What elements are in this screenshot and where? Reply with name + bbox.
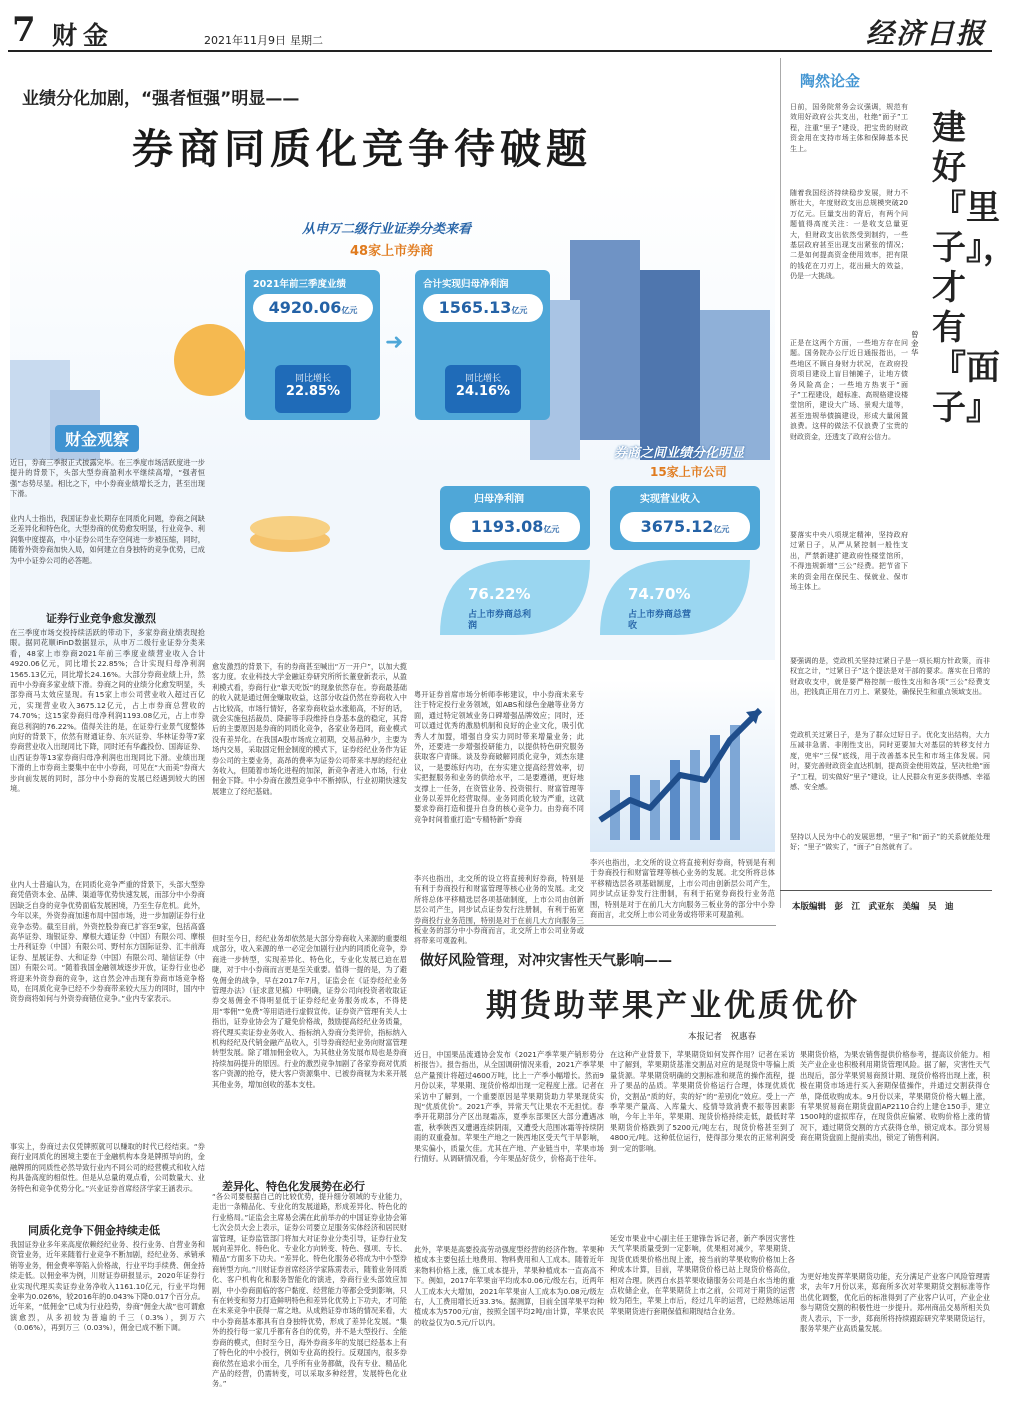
commentary-author: 曾金华	[911, 330, 919, 357]
commentary-p3: 正是在这两个方面，一些地方存在问题。国务院办公厅近日通报指出，一些地区不顾自身财力状况，在政府投资项目建设上盲目铺摊子，让地方债务风险高企；一些地方热衷于“面子”工程建设，超标准、高规格建设楼堂馆所，建设大广场、景观大道等，甚至违规举债搞建设，形成大量闲置浪费。这样的做法不仅浪费了宝贵的财政资金，还透支了政府公信力。	[790, 339, 908, 441]
net-profit-card	[440, 486, 590, 550]
share2-pct: 74.70%	[628, 585, 691, 603]
stock-chart-graphic	[590, 680, 775, 852]
article1-col2a: 愈发激烈的背景下，有的券商甚至喊出“万一开户”，以加大揽客力度。农业科技大学金融证券研究所所长董登新表示，从盈利模式看，券商行业“靠天吃饭”的现象依然存在。券商最基础的收入就是通过佣金赚取收益，这部分收益仍然在券商收入中占比较高，市场行情好，各家券商收益水涨船高，不好的话，就会实施包括裁员、降薪等手段维持自身基本盘的稳定，其背后的主要原因是券商的同质化竞争，各家业务趋同，商业模式没有差异化。在我国A股市场成立初期，交易品种少，主要为场内交易，采取固定佣金制度的模式下，证券经纪业务作为证券公司的主要业务，高昂的费率为证券公司带来丰厚的经纪业务收入，但随着市场化进程的加深，新竞争者进入市场，行业佣金下降。中小券商在激烈竞争中不断掉队，行业初期快速发展建立了经纪基础。	[212, 662, 407, 796]
page-header	[8, 10, 992, 48]
profit-growth-badge	[445, 365, 521, 413]
article1-col3a: 粤开证券首席市场分析师李彬建议，中小券商未来专注于特定投行业务领域，如ABS和绿色金融等业务方面，通过特定领域业务口碑增强品牌效应；同时，还可以通过优秀的激励机制和良好的企业文化，吸引优秀人才加盟，增强自身实力同时带来增量业务；此外，还要进一步增强投研能力，以提供特色研究服务获取客户青睐。谈及券商破解同质化竞争，刘杰东建议，一是要练好内功，在夯实建立提高经营效率，切实把握服务和业务的供给水平，二是要遵循，更好地支撑上一任务，在资管业务、投资银行、财富管理等业务以差异化经营取得。业务同质化较为严重，这就要求券商打造和提升自身的核心竞争力。由券商不同竞争时间着重打造“专精特新”券商	[414, 690, 584, 824]
editor-rule	[780, 890, 992, 891]
section-divider	[414, 925, 776, 926]
article1-col1b: 在三季度市场交投持续活跃的带动下，多家券商业绩表现抢眼。据同花顺iFinD数据显示，从申万二级行业证券分类来看，48家上市券商2021年前三季度业绩营业收入合计4920.06亿元，同比增长22.85%；合计实现归母净利润1565.13亿元，同比增长24.16%。大部分券商业绩上升，然而中小券商多家业绩下滑。券商之间的业绩分化愈发明显，头部券商马太效应显现。有15家上市公司营业收入超过百亿元，实现营业收入3675.12亿元，占上市券商总营收的74.70%；这15家券商归母净利润1193.08亿元，占上市券商总利润的76.22%。值得关注的是，在证券行业景气度整体向好的背景下，依然有财通证券、东兴证券、华林证券等7家券商营业收入出现同比下降，同时还有华鑫投份、国海证券、山西证券等13家券商归母净利润也出现同比下滑。业绩出现下滑的上市券商主要集中在中小券商，可见在“大而美”券商大步向前发展的同时，部分中小券商的发展已经遇到较大的困境。	[10, 628, 205, 794]
subhead-2: 同质化竞争下佣金持续走低	[28, 1224, 160, 1237]
mid-title: 券商之间业绩分化明显	[614, 446, 745, 461]
commentary-column-label: 陶然论金	[800, 72, 861, 90]
article1-col2c: “各公司要根据自己的比较优势，提升细分领域的专业能力，走出一条精品化、专业化的发展道路，形成差异化、特色化的行业格局。”证监会主席易会满在此前举办的中国证券业协会第七次会员大会上表示，证券公司要立足服务实体经济和居民财富管理，证券监管部门将加大对证券业分类引导，证券行业发展向差异化、特色化、专业化方向转变、特色、强项、专长、精品“方面多下功夫。“差异化、特色化服务必将成为中小型券商转型方向。”川财证券首席经济学家陈雳表示，随着业务同质化、客户机构化和服务智能化的演进，券商行业头部效应加剧，中小券商面临的客户黏度、经营能力等都会受到影响，只有在转变和努力打造鲜明特色和差异化优势上下功夫，才可能在未来竞争中获得一席之地。从成熟证券市场的情况来看，大中小券商基本都具有自身独特优势，形成了差异化发展。“集外的投行每一家几乎都有各自的优势，并不是大型投行、全能券商的模式，但时至今日，海外券商多年的发展已经基本上有了特色化的中小投行，例如专业高的投行。反观国内，很多券商依然在追求小而全，几乎所有业务都做，没有专业、精品化产品的经营，仍需转变，可以采取多种经营，发展特色化业务。”	[212, 1192, 407, 1389]
revenue15-label: 实现营业收入	[640, 494, 700, 505]
net-profit-pill	[450, 512, 580, 542]
article2-kicker: 做好风险管理，对冲灾害性天气影响——	[420, 953, 672, 969]
revenue-value: 4920.06	[268, 298, 342, 317]
article1-col3b: 李兴也指出，北交所的设立将直接利好券商，特别是有利于券商投行和财富管理等核心业务的发展。北交所将总体平移精选层各项基础制度，上市公司由创新层公司产生，同步试点证券发行注册制，有利于拓宽券商投行业务范围，特别是对于在前几大方向服务三板业务的部分中小券商而言，北交所上市公司业务或将带来可观盈利。	[414, 874, 584, 946]
revenue-growth-label: 同比增长	[294, 374, 331, 384]
revenue-growth: 22.85%	[285, 384, 341, 399]
revenue-value-pill	[253, 294, 373, 322]
article1-intro2: 业内人士指出，我国证券业长期存在同质化问题，券商之间缺乏差异化和特色化，大型券商的优势愈发明显，行业竞争、利润集中度提高，中小证券公司生存空间进一步被压缩，同时，随着外资券商加快入局，如何建立自身独特的竞争优势，已成为中小证券公司的必答题。	[10, 514, 205, 565]
share1-pct: 76.22%	[468, 585, 531, 603]
subhead-3: 差异化、特色化发展势在必行	[222, 1176, 365, 1196]
article2-p4: 延安市果业中心副主任王建锋告诉记者，新产季因灾害性天气苹果质量受到一定影响，优果相对减少，苹果期货、现货优质果价格出现上涨，接当前的苹果收购价格加上各种成本计算，目前，苹果期货价格已站上现货价格高位，相对合理。陕西白水县苹果收储服务公司是白水当地的重点收储企业，在苹果期货上市之前，公司对于期货的运营较为陌生，苹果上市后，经过几年的运营，已经熟练运用苹果期货进行套期保值和期现结合业务。	[610, 1234, 795, 1316]
mid-count: 15家上市公司	[650, 465, 727, 479]
revenue15-pill	[620, 512, 750, 542]
top-count: 48家上市券商	[350, 244, 434, 259]
profit-value: 1565.13	[438, 298, 512, 317]
commentary-title: 建好『里子』，才有『面子』	[932, 108, 1017, 428]
profit-label: 合计实现归母净利润	[423, 279, 509, 290]
revenue15-card	[610, 486, 760, 550]
commentary-p6: 党政机关过紧日子，是为了群众过好日子。优化支出结构，大力压减非急需、非刚性支出，同时更要加大对基层的转移支付力度，兜牢“三保”底线，用于改善基本民生和市场主体发展。同时，要完善财政资金直达机制，提高资金使用效益，坚决杜绝“面子”工程，切实做好“里子”建设，让人民群众有更多获得感、幸福感、安全感。	[790, 731, 990, 792]
revenue-label: 2021年前三季度业绩	[253, 279, 346, 290]
profit-value-pill	[423, 294, 543, 322]
article1-title: 券商同质化竞争待破题	[132, 125, 592, 173]
page-editor: 本版编辑 彭 江 武亚东 美编 吴 迪	[792, 902, 954, 912]
article2-p1: 近日，中国果品流通协会发布《2021产季苹果产销形势分析报告》。报告指出，从全国调研情况来看，2021产季苹果总产量预计将超过4600万吨，比上一产季小幅增长。然而9月份以来，苹果期、现货价格却出现一定程度上涨。记者在采访中了解到，一个重要原因是苹果期货助力苹果现货实现“优质优价”。2021产季，异常天气让果农不无担忧。春季开花期部分产区出现霜冻，夏季东部果区大部分遭遇冰雹，秋季陕西又遭遇连续阴雨，又遭受大范围冰霜等持续阴雨的双重叠加。苹果生产地之一陕西地区受天气干旱影响，果实偏小，质量欠佳。尤其在产地、产业链当中，苹果市场行情好。从调研情况看，今年果品好货少，价格高于往年。	[414, 1050, 604, 1164]
article1-col4: 李兴也指出，北交所的设立将直接利好券商，特别是有利于券商投行和财富管理等核心业务的发展。北交所将总体平移精选层各项基础制度，上市公司由创新层公司产生，同步试点证券发行注册制，有利于拓宽券商投行业务范围，特别是对于在前几大方向服务三板业务的部分中小券商而言，北交所上市公司业务或将带来可观盈利。	[590, 858, 775, 920]
section-name: 财金	[52, 21, 115, 50]
article2-title: 期货助苹果产业优质优价	[486, 988, 860, 1024]
commentary-p1: 日前，国务院常务会议强调，规范有效用好政府公共支出，杜绝“面子”工程，注重“里子”建设，把宝贵的财政资金用在支持市场主体和保障基本民生上。	[790, 103, 908, 153]
article2-p3: 在这种产业背景下，苹果期货如何发挥作用？记者在采访中了解到，苹果期货基准交割品对应的是现货中等偏上质量货源。苹果期货明确的交割标准和规范的操作流程，提升了果品的品质。苹果期货价格运行合理，体现优质优价，交割品“质的好，卖的好”的“差别化”效应。受上一产季苹果产量高、入库量大、疫情导致消费不振等因素影响，今年上半年，苹果期、现货价格持续走低，最低时苹果期货价格跌到了5200元/吨左右，现货价格甚至到了4800元/吨。这种低位运行，使得部分果农的正常利润受到一定的影响。	[610, 1050, 795, 1153]
commentary-p7: 坚持以人民为中心的发展思想，“里子”和“面子”的关系就能处理好；“里子”做实了，“面子”自然就有了。	[790, 833, 990, 852]
profit-card	[415, 270, 550, 420]
masthead-logo: 经济日报	[865, 17, 986, 50]
article1-col1c: 业内人士普遍认为，在同质化竞争严重的背景下，头部大型券商凭借资本金、品牌、渠道等优势快速发展，而部分中小券商因缺乏自身的竞争优势面临发展困境，乃至生存危机。此外，今年以来，外资券商加速布局中国市场，进一步加剧证券行业竞争态势。截至目前，外资控股券商已扩容至9家，包括高盛高华证券、瑞银证券、摩根大通证券（中国）有限公司、摩根士丹利证券（中国）有限公司、野村东方国际证券、汇丰前海证券、星展证券、大和证券（中国）有限公司、瑞信证券（中国）有限公司。“随着我国金融领域逐步开放，证券行业也必将迎来外资券商的竞争，这自然会冲击现有券商市场竞争格局，在同质化竞争已经不少券商带来较大压力的同时，国内中资券商将如何与外资券商错位竞争。”业内专家表示。	[10, 880, 205, 1004]
issue-weekday: 星期二	[290, 34, 323, 47]
header-rule	[8, 50, 992, 52]
commentary-p5: 要强调的是，党政机关坚持过紧日子是一项长期方针政策，而非权宜之计，“过紧日子”这个提法是对干部的要求。落实在日常的财政收支中，就是要严格控制一般性支出和各项“三公”经费支出，把钱真正用在刀刃上、紧要处，确保民生和重点领域支出。	[790, 657, 990, 697]
revenue-unit: 亿元	[341, 306, 358, 315]
commentary-p4: 要落实中央八项规定精神，坚持政府过紧日子，从严从紧控制一般性支出，严禁新建扩建政府性楼堂馆所，不得违规新增“三公”经费。把节省下来的资金用在保民生、保就业、保市场主体上。	[790, 531, 908, 592]
article2-p2: 此外，苹果是高要投高劳动强度型经营的经济作物。苹果种植成本主要包括土地费用、物料费用和人工成本。随着近年来物料价格上涨，施工成本提升，苹果种植成本一直高高不下。例如，2017年苹果亩平均成本0.06元/级左右，近两年人工成本大大增加，2021年苹果亩人工成本为0.08元/级左右，人工费用增长近33.3%。据测算，目前全国苹果平均种植成本为5700元/亩，按照全国平均2吨/亩计算，苹果农民的收益仅为0.5元/斤以内。	[414, 1245, 604, 1327]
column-label: 财金观察	[55, 425, 139, 452]
net-profit-value: 1193.08	[470, 517, 544, 536]
article1-kicker: 业绩分化加剧，“强者恒强”明显——	[22, 89, 300, 109]
issue-date: 2021年11月9日	[204, 34, 286, 47]
top-title: 从申万二级行业证券分类来看	[302, 222, 472, 237]
revenue15-value: 3675.12	[640, 517, 714, 536]
revenue-card	[245, 270, 380, 420]
stock-chart-image	[590, 680, 775, 852]
subhead-1: 证券行业竞争愈发激烈	[46, 612, 156, 625]
revenue15-unit: 亿元	[713, 525, 730, 534]
arrow-icon: ➜	[385, 330, 404, 355]
article1-intro: 近日，券商三季报正式披露完毕。在三季度市场活跃度进一步提升的背景下，头部大型券商盈利水平继续高增，“强者恒强”态势尽显。相比之下，中小券商业绩增长乏力，甚至出现下滑。	[10, 458, 205, 499]
revenue-growth-badge	[275, 365, 351, 413]
article1-col1d: 事实上，券商过去仅凭牌照就可以赚取的时代已经结束。“券商行业同质化的困境主要在于金融机构本身是牌照导向的，金融牌照的同质性必然导致行业内不同公司的经营模式和收入结构具备高度的相似性。但是从总量的观点看，公司数量大、业务特色和竞争优势分化。”兴业证券首席经济学家王涵表示。	[10, 1142, 205, 1193]
article2-p5: 果期货价格，为果农销售提供价格参考，提高议价能力。相关产业企业也积极利用期货管理风险。据了解，灾害性天气出现后，部分苹果贸易商预计期、现货价格将出现上涨，积极在期货市场进行买入套期保值操作，并通过交割获得仓单，降低收购成本。9月份以来，苹果期货价格大幅上涨，有苹果贸易商在期货盘面AP2110合约上建仓150手，建立1500吨的虚拟库存，在现货供应偏紧、收购价格上涨的情况下，通过期货交割的方式获得仓单，锁定成本。部分贸易商在期货盘面上提前卖出，锁定了销售利润。	[800, 1050, 990, 1143]
profit-unit: 亿元	[511, 306, 528, 315]
article1-col1e: 我国证券业多年来高度依赖经纪业务、投行业务、自营业务和资管业务，近年来随着行业竞争不断加剧，经纪业务、承销承销等业务，佣金费率等陷入价格战，行业平均手续费、佣金持续走低。以佣金率为例，川财证券研报显示，2020年证券行业实现代理买卖证券业务净收入1161.10亿元，行业平均佣金率为0.026%，较2016年的0.043%下降0.017个百分点。近年来，“低佣金”已成为行业趋势，券商“佣金大战”也可谓愈演愈烈，从多初较为普遍的千三（0.3%），到万六（0.06%），再到万三（0.03%），佣金已成不断下调。	[10, 1240, 205, 1333]
share2-label: 占上市券商总营收	[628, 610, 692, 631]
profit-growth-label: 同比增长	[464, 374, 501, 384]
article2-byline: 本报记者 祝惠春	[688, 1032, 757, 1042]
article2-p6: 为更好地发挥苹果期货功能，充分满足产业客户风险管理需求，去年7月份以来，郑商所多次对苹果期货交割标准等作出优化调整，优化后的标准得到了产业客户认可，产业企业参与期货交割的积极性进一步提升。郑州商品交易所相关负责人表示，下一步，郑商所将持续跟踪研究苹果期货运行，服务苹果产业高质量发展。	[800, 1272, 990, 1334]
net-profit-unit: 亿元	[543, 525, 560, 534]
page-number: 7	[12, 10, 36, 50]
article1-col2b: 但时至今日，经纪业务却依然是大部分券商收入来源的重要组成部分，收入来源的单一必定会加剧行业内的同质化竞争，券商进一步转型，实现差异化、特色化，专业化发展已迫在眉睫，对于中小券商而言更是至关重要。值得一提的是，为了避免佣金的战争，早在2017年7月，证监会在《证券经纪业务管理办法》（征求意见稿）中明确，证券公司向投资者收取证券交易佣金不得明显低于证券经纪业务服务成本，不得使用“零佣”“免费”等用语进行虚假宣传。证券资产管理有关人士指出，证券业协会为了避免价格战，鼓励提高经纪业务质量，将代理买卖证券业务收入、指标纳入券商分类评价，指标纳入机构经纪及代销金融产品收入，引导券商经纪业务向财富管理转型发展。除了增加佣金收入，为其他业务发展布局也是券商持续加码提升的原因。行业的激烈竞争加剧了各家券商对优质客户资源的抢夺，使大客户资源集中、已被券商视为未来开展其他业务，增加创收的基本支柱。	[212, 934, 407, 1089]
share1-label: 占上市券商总利润	[468, 610, 532, 631]
profit-growth: 24.16%	[455, 384, 511, 399]
commentary-p2: 随着我国经济持续稳步发展，财力不断壮大，年度财政支出总规模突破20万亿元。巨量支出的背后，有两个问题值得高度关注：一是收支总量更大，但财政支出依然受到制约，一些基层政府甚至出现支出紧张的情况；二是如何提高资金使用效率，把有限的钱花在刀刃上，花出最大的效益，仍是一大挑战。	[790, 189, 908, 281]
net-profit-label: 归母净利润	[474, 494, 524, 505]
